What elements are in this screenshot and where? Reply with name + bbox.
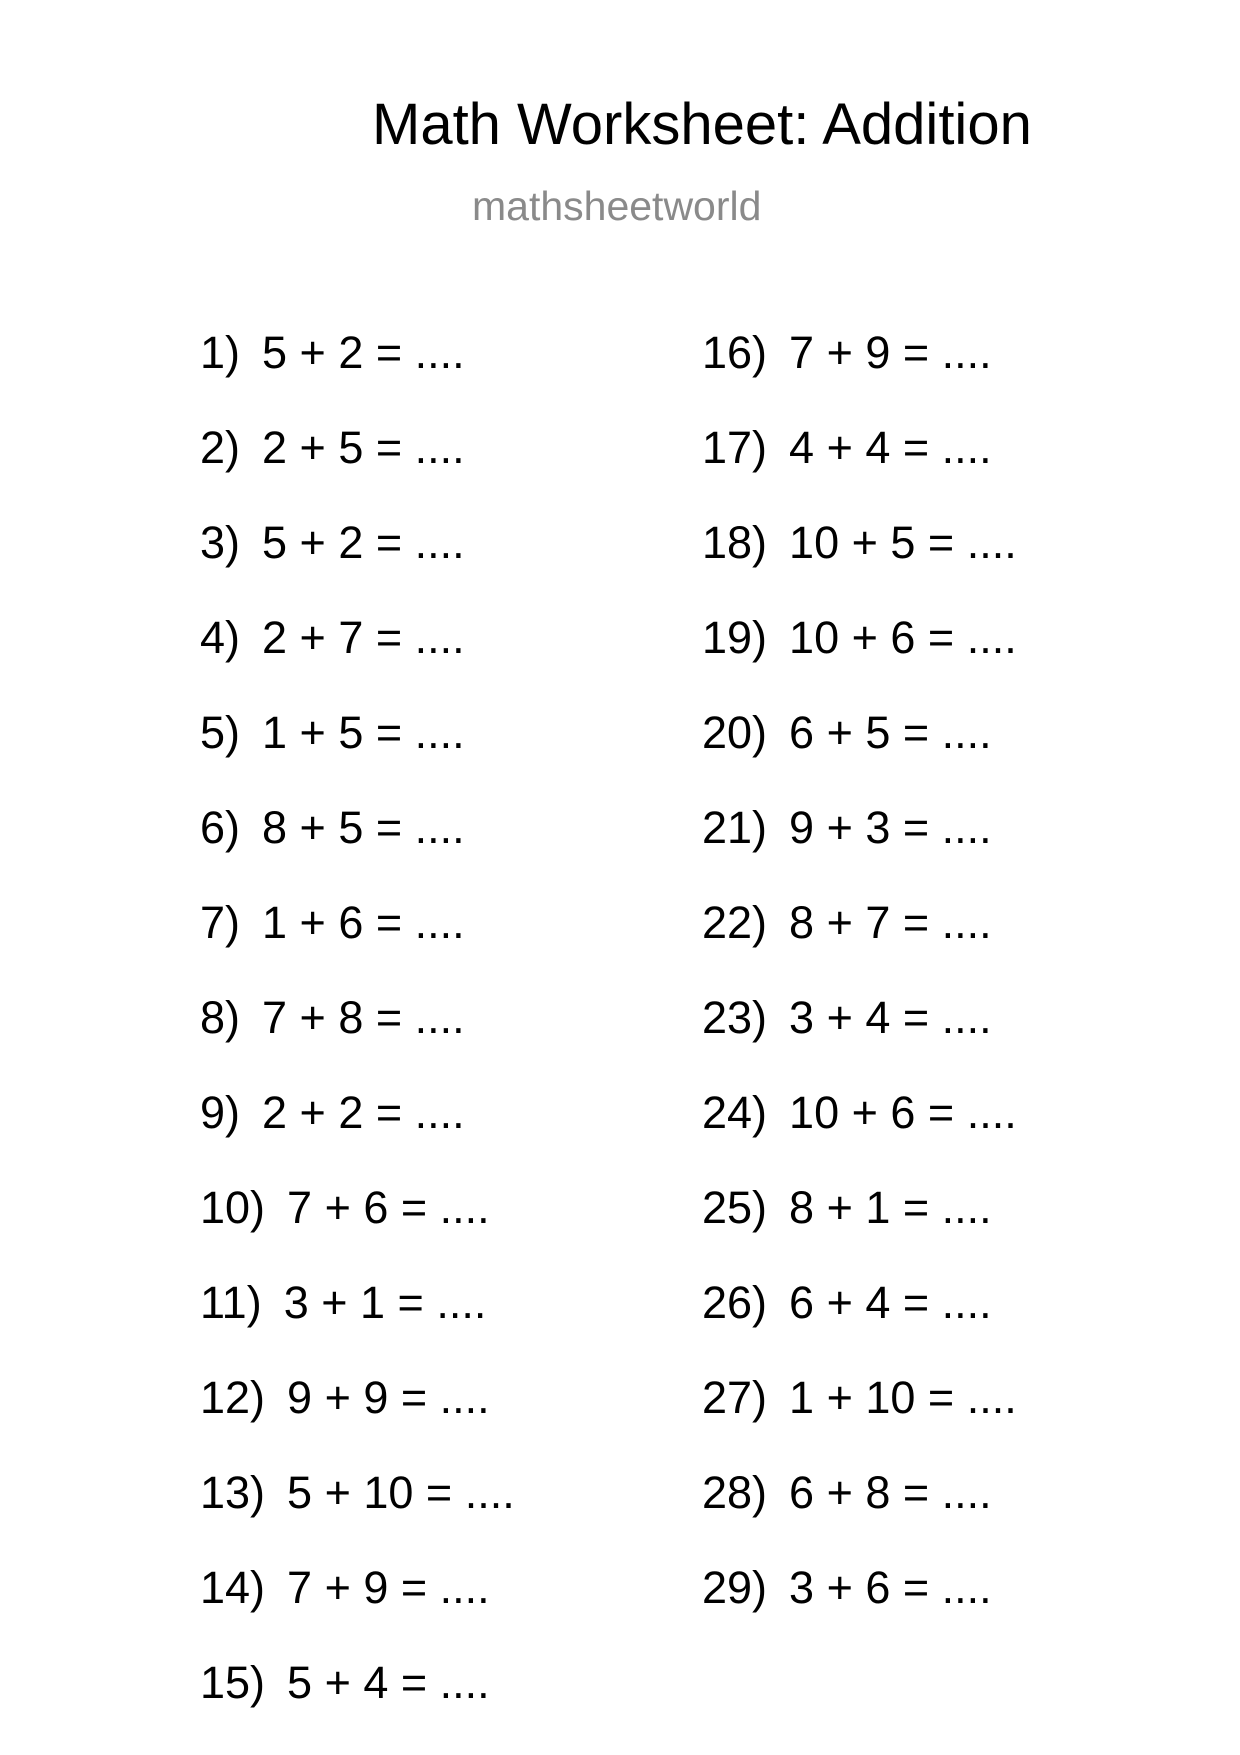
problem-expression: 10 + 6 = .... bbox=[789, 1087, 1017, 1138]
problem-item bbox=[200, 1467, 515, 1565]
problem-number: 21) bbox=[702, 802, 768, 853]
problem-expression: 1 + 6 = .... bbox=[262, 897, 465, 948]
problem-item bbox=[200, 327, 515, 425]
problem-number: 12) bbox=[200, 1372, 266, 1423]
problem-item bbox=[200, 1087, 515, 1185]
problem-expression: 1 + 10 = .... bbox=[789, 1372, 1017, 1423]
problem-number: 10) bbox=[200, 1182, 266, 1233]
problem-expression: 6 + 4 = .... bbox=[789, 1277, 992, 1328]
problem-number: 19) bbox=[702, 612, 768, 663]
problem-number: 29) bbox=[702, 1562, 768, 1613]
problem-number: 20) bbox=[702, 707, 768, 758]
problem-item bbox=[702, 802, 1017, 900]
problem-number: 4) bbox=[200, 612, 241, 663]
problem-item bbox=[200, 1372, 515, 1470]
problem-expression: 7 + 6 = .... bbox=[287, 1182, 490, 1233]
problem-number: 16) bbox=[702, 327, 768, 378]
problem-item bbox=[200, 1562, 515, 1660]
problem-item bbox=[702, 422, 1017, 520]
problem-item bbox=[702, 1467, 1017, 1565]
problem-number: 7) bbox=[200, 897, 241, 948]
problem-item bbox=[200, 1182, 515, 1280]
problem-item bbox=[200, 802, 515, 900]
problem-expression: 6 + 8 = .... bbox=[789, 1467, 992, 1518]
problem-expression: 10 + 5 = .... bbox=[789, 517, 1017, 568]
problem-expression: 10 + 6 = .... bbox=[789, 612, 1017, 663]
problem-number: 6) bbox=[200, 802, 241, 853]
problem-item bbox=[702, 327, 1017, 425]
problem-item bbox=[702, 1372, 1017, 1470]
problem-item bbox=[702, 1087, 1017, 1185]
page-title: Math Worksheet: Addition bbox=[372, 92, 1032, 157]
problem-column-right bbox=[702, 327, 1017, 1660]
problem-item bbox=[200, 707, 515, 805]
problem-item bbox=[702, 707, 1017, 805]
problem-item bbox=[200, 897, 515, 995]
problem-number: 18) bbox=[702, 517, 768, 568]
problem-expression: 1 + 5 = .... bbox=[262, 707, 465, 758]
problem-number: 11) bbox=[200, 1277, 262, 1328]
problem-item bbox=[702, 1182, 1017, 1280]
problem-expression: 2 + 7 = .... bbox=[262, 612, 465, 663]
problem-expression: 9 + 9 = .... bbox=[287, 1372, 490, 1423]
problem-expression: 8 + 7 = .... bbox=[789, 897, 992, 948]
problem-number: 9) bbox=[200, 1087, 241, 1138]
problem-number: 13) bbox=[200, 1467, 266, 1518]
problem-expression: 2 + 5 = .... bbox=[262, 422, 465, 473]
problem-expression: 3 + 4 = .... bbox=[789, 992, 992, 1043]
problem-number: 24) bbox=[702, 1087, 768, 1138]
problem-expression: 5 + 4 = .... bbox=[287, 1657, 490, 1708]
problem-item bbox=[200, 612, 515, 710]
problem-number: 8) bbox=[200, 992, 241, 1043]
problem-expression: 2 + 2 = .... bbox=[262, 1087, 465, 1138]
problem-column-left bbox=[200, 327, 515, 1755]
problem-number: 5) bbox=[200, 707, 241, 758]
problem-expression: 7 + 9 = .... bbox=[287, 1562, 490, 1613]
problem-item bbox=[702, 992, 1017, 1090]
problem-expression: 5 + 10 = .... bbox=[287, 1467, 515, 1518]
problem-number: 25) bbox=[702, 1182, 768, 1233]
problem-expression: 3 + 6 = .... bbox=[789, 1562, 992, 1613]
problem-expression: 7 + 8 = .... bbox=[262, 992, 465, 1043]
problem-expression: 5 + 2 = .... bbox=[262, 517, 465, 568]
problem-number: 23) bbox=[702, 992, 768, 1043]
problem-item bbox=[200, 517, 515, 615]
problem-expression: 4 + 4 = .... bbox=[789, 422, 992, 473]
problem-number: 22) bbox=[702, 897, 768, 948]
problem-expression: 6 + 5 = .... bbox=[789, 707, 992, 758]
problem-item bbox=[702, 1277, 1017, 1375]
problem-item bbox=[200, 422, 515, 520]
problem-item bbox=[702, 897, 1017, 995]
problem-number: 17) bbox=[702, 422, 768, 473]
problem-expression: 5 + 2 = .... bbox=[262, 327, 465, 378]
problem-item bbox=[702, 612, 1017, 710]
problem-number: 2) bbox=[200, 422, 241, 473]
problem-number: 27) bbox=[702, 1372, 768, 1423]
problem-number: 1) bbox=[200, 327, 241, 378]
problem-expression: 9 + 3 = .... bbox=[789, 802, 992, 853]
problem-item bbox=[200, 1277, 515, 1375]
problem-number: 28) bbox=[702, 1467, 768, 1518]
problem-item bbox=[200, 1657, 515, 1755]
problem-expression: 7 + 9 = .... bbox=[789, 327, 992, 378]
problem-item bbox=[702, 517, 1017, 615]
problem-expression: 8 + 1 = .... bbox=[789, 1182, 992, 1233]
page-subtitle: mathsheetworld bbox=[472, 183, 762, 229]
problem-number: 3) bbox=[200, 517, 241, 568]
problem-expression: 3 + 1 = .... bbox=[283, 1277, 487, 1328]
problem-number: 26) bbox=[702, 1277, 768, 1328]
problem-expression: 8 + 5 = .... bbox=[262, 802, 465, 853]
problem-item bbox=[200, 992, 515, 1090]
problem-number: 14) bbox=[200, 1562, 266, 1613]
problem-number: 15) bbox=[200, 1657, 266, 1708]
problem-item bbox=[702, 1562, 1017, 1660]
